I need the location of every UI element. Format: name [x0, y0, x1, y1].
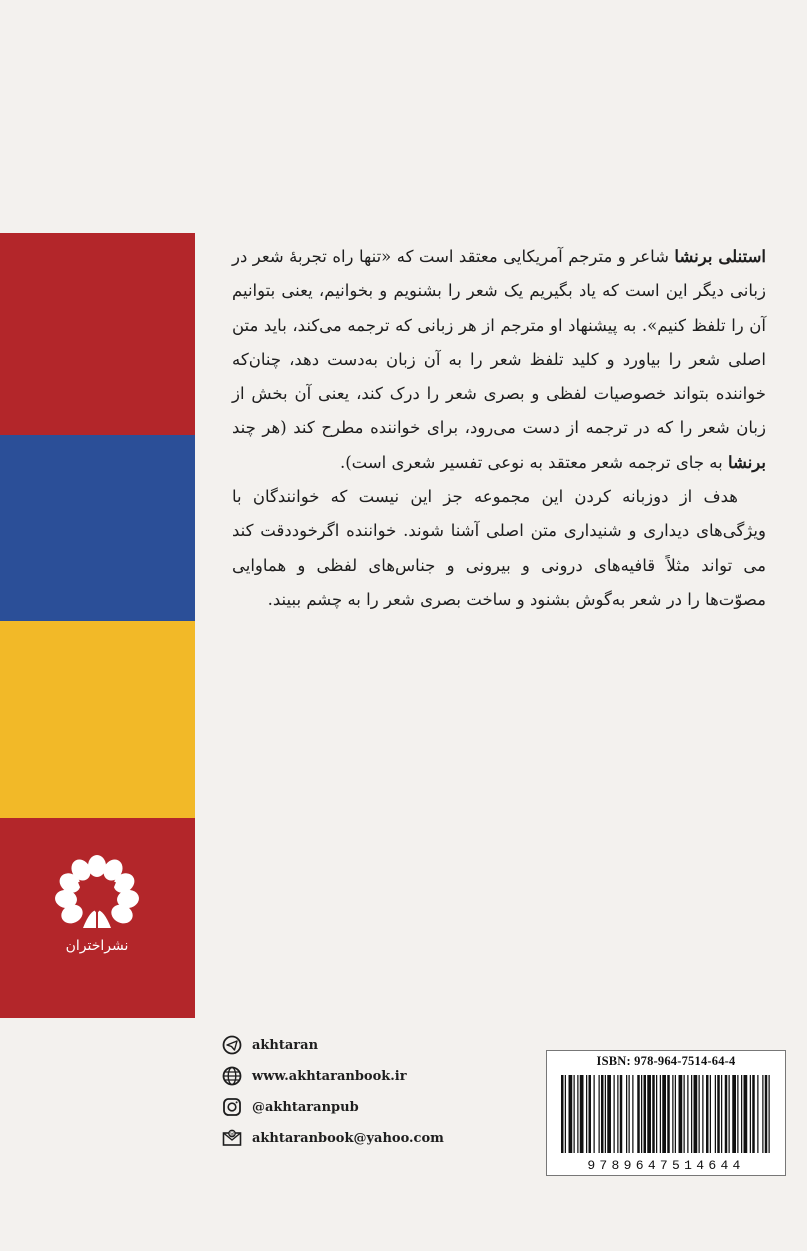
barcode-bar — [561, 1075, 564, 1153]
barcode-bar — [667, 1075, 670, 1153]
barcode-bar — [605, 1075, 606, 1153]
contact-instagram — [222, 1092, 444, 1122]
barcode-bar — [715, 1075, 716, 1153]
barcode-bar — [679, 1075, 683, 1153]
barcode-bar — [620, 1075, 623, 1153]
barcode-bar — [569, 1075, 573, 1153]
barcode-bar — [710, 1075, 711, 1153]
barcode-bar — [706, 1075, 709, 1153]
barcode-bar — [614, 1075, 615, 1153]
blurb-text-1b: به جای ترجمه شعر معتقد به نوعی تفسیر شعری است). — [339, 452, 728, 472]
barcode-bar — [565, 1075, 566, 1153]
barcode-bar — [737, 1075, 738, 1153]
barcode-bar — [594, 1075, 595, 1153]
instagram-handle[interactable]: @akhtaranpub — [252, 1099, 359, 1115]
barcode-bar — [744, 1075, 748, 1153]
publisher-name: نشراختران — [65, 938, 129, 954]
barcode-bar — [660, 1075, 661, 1153]
barcode-bar — [717, 1075, 720, 1153]
contact-website — [222, 1061, 444, 1091]
yellow-stripe — [0, 621, 195, 818]
back-cover-blurb — [232, 240, 766, 617]
barcode-bar — [586, 1075, 587, 1153]
barcode-bar — [641, 1075, 642, 1153]
barcode-bar — [574, 1075, 575, 1153]
barcode-bar — [601, 1075, 604, 1153]
barcode-bar — [729, 1075, 730, 1153]
barcode-bar — [580, 1075, 584, 1153]
barcode-bar — [662, 1075, 666, 1153]
svg-text:@: @ — [229, 1131, 235, 1138]
barcode-bar — [672, 1075, 673, 1153]
barcode-digits: 9789647514644 — [587, 1158, 745, 1173]
barcode-bar — [589, 1075, 592, 1153]
barcode-bar — [644, 1075, 647, 1153]
barcode-bar — [599, 1075, 600, 1153]
email-icon — [222, 1128, 242, 1148]
barcode-bar — [684, 1075, 685, 1153]
contact-telegram — [222, 1030, 444, 1060]
barcode-bar — [721, 1075, 722, 1153]
blurb-paragraph-2: هدف از دوزبانه کردن این مجموعه جز این نیست که خوانندگان با ویژگی‌های دیداری و شنیداری متن اصلی آشنا شوند. خواننده اگرخوددقت کند می تواند مثلاً قافیه‌های درونی و بیرونی و جناس‌های لفظی و هماوایی مصوّت‌ها را در شعر به‌گوش بشنود و ساخت بصری شعر را به چشم ببیند. — [232, 487, 766, 609]
isbn-barcode-box — [546, 1050, 786, 1176]
barcode-bar — [626, 1075, 627, 1153]
barcode-bar — [699, 1075, 700, 1153]
instagram-icon — [222, 1097, 242, 1117]
barcode-bar — [629, 1075, 630, 1153]
globe-icon — [222, 1066, 242, 1086]
barcode-bar — [652, 1075, 655, 1153]
barcode-bar — [617, 1075, 618, 1153]
barcode-bar — [675, 1075, 676, 1153]
publisher-logo — [22, 852, 172, 954]
barcode-bar — [725, 1075, 728, 1153]
barcode-bar — [637, 1075, 640, 1153]
barcode-bar — [757, 1075, 758, 1153]
barcode-bar — [741, 1075, 742, 1153]
red-stripe-top — [0, 233, 195, 435]
barcode-bar — [632, 1075, 633, 1153]
barcode — [555, 1073, 777, 1153]
telegram-icon — [222, 1035, 242, 1055]
flower-logo-icon — [55, 852, 139, 934]
barcode-bar — [762, 1075, 763, 1153]
blurb-text-1a: شاعر و مترجم آمریکایی معتقد است که «تنها راه تجربهٔ شعر در زبانی دیگر این است که یاد بگیریم یک شعر را بشنویم و بخوانیم، یعنی بتوانیم آن را تلفظ کنیم». به پیشنهاد او مترجم از هر زبانی که ترجمه می‌کند، باید متن اصلی شعر را بیاورد و کلید تلفظ شعر را به آن زبان به‌دست دهد، چنان‌که خواننده بتواند خصوصیات لفظی و بصری شعر را درک کند، یعنی آن بخش از زبان شعر را که در ترجمه از دست می‌رود، برای خواننده مطرح کند (هر چند — [232, 247, 766, 438]
barcode-bar — [750, 1075, 751, 1153]
barcode-bar — [765, 1075, 768, 1153]
contact-list — [222, 1030, 444, 1154]
barcode-bar — [694, 1075, 698, 1153]
blue-stripe — [0, 435, 195, 621]
barcode-bar — [752, 1075, 755, 1153]
isbn-label: ISBN: 978-964-7514-64-4 — [596, 1054, 736, 1068]
author-name-2: برنشا — [727, 452, 766, 472]
website-link[interactable]: www.akhtaranbook.ir — [252, 1068, 407, 1084]
blurb-paragraph-1 — [232, 240, 766, 480]
barcode-bar — [687, 1075, 688, 1153]
contact-email — [222, 1123, 444, 1153]
barcode-bar — [577, 1075, 578, 1153]
barcode-bar — [607, 1075, 611, 1153]
author-name: استنلی برنشا — [674, 247, 766, 266]
barcode-bar — [702, 1075, 703, 1153]
barcode-bar — [769, 1075, 770, 1153]
telegram-handle[interactable]: akhtaran — [252, 1037, 319, 1053]
barcode-bar — [732, 1075, 736, 1153]
email-address[interactable]: akhtaranbook@yahoo.com — [252, 1130, 444, 1146]
barcode-bar — [647, 1075, 651, 1153]
barcode-bar — [656, 1075, 657, 1153]
barcode-bar — [691, 1075, 692, 1153]
